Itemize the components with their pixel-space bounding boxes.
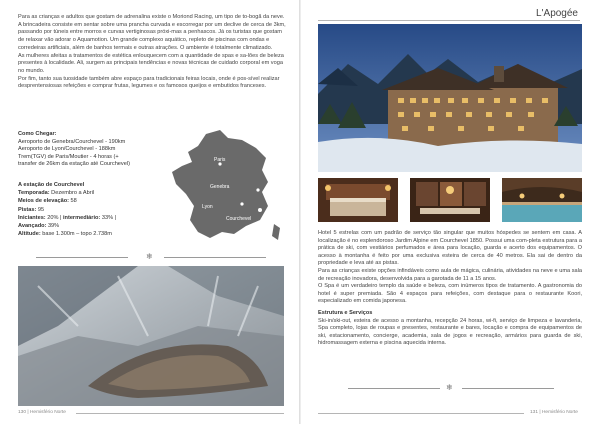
footer-section: Hemisfério Norte xyxy=(541,410,578,415)
hotel-bedroom-photo xyxy=(318,178,398,222)
intro-paragraph: Para as crianças e adultos que gostam de adrenalina existe o Moriond Racing, um tipo de to-bogã da neve. A brincadeira consiste em sentar sobre uma prancha curvada e escorregar por um declive de cerca de 3km, passando por túneis entre morros e curvas vertiginosas próxi-mas a penhascos. Já os turistas que gostam de relaxar vão adorar o Aquamotion. Um grande complexo aquático, repleto de piscinas com ondas e corredeiras artificiais, além de banhos termais e outras atrações. O ambiente é totalmente climatizado. xyxy=(18,14,286,51)
how-to-arrive-line: transfer de 26km da estação até Courchevel) xyxy=(18,161,130,168)
ski-row: Altitude: base 1.300m – topo 2.738m xyxy=(18,231,112,238)
how-to-arrive xyxy=(18,131,168,169)
ski-row: Pistas: 95 xyxy=(18,206,45,213)
map-label-courchevel: Courchevel xyxy=(226,216,252,222)
page-number: 130 xyxy=(18,410,27,415)
page-number: 131 xyxy=(530,410,539,415)
how-to-arrive-line: Trem(TGV) de Paris/Moutier - 4 horas (+ xyxy=(18,153,119,160)
divider-line xyxy=(348,388,440,389)
map-label-lyon: Lyon xyxy=(202,204,213,210)
ski-row: Iniciantes: 20% | intermediário: 33% | xyxy=(18,214,117,221)
divider-line xyxy=(164,257,266,258)
ski-row: Avançado: 39% xyxy=(18,223,60,230)
structure-heading: Estrutura e Serviços xyxy=(318,309,373,316)
pool-image xyxy=(502,178,582,222)
aerial-village-image xyxy=(18,266,284,406)
snowflake-icon: ❄ xyxy=(146,252,153,261)
hotel-dining-photo xyxy=(410,178,490,222)
footer-section: Hemisfério Norte xyxy=(29,410,66,415)
aerial-photo xyxy=(18,266,284,406)
how-to-arrive-line: Aeroporto de Genebra/Courchevel - 190km xyxy=(18,138,126,145)
structure-text: Ski-in/ski-out, esteira de acesso a montanha, recepção 24 horas, wi-fi, serviço de limpeza e lavanderia, Spa completo, lojas de roupas e presentes, restaurante e bares, locação e compra de equipamentos de ski, estacionamento, concierge, academia, sala de jogos e recreação, armários para guarda de ski, hidromassagem externa e piscina aquecida interna. xyxy=(318,317,582,347)
how-to-arrive-heading: Como Chegar: xyxy=(18,131,57,137)
corsica-shape xyxy=(272,224,280,240)
footer-line xyxy=(76,413,284,414)
intro-paragraph: Por fim, tanto sua tuosidade também abre espaço para tradicionais feiras locais, onde é pos-sível realizar desprentensiosas refeições e comprar frutas, legumes e os famosos queijos e embutidos franceses. xyxy=(18,75,280,90)
france-map-graphic xyxy=(168,128,284,246)
map-label-paris: Paris xyxy=(214,157,226,163)
hotel-description xyxy=(318,230,582,348)
ski-row: Meios de elevação: 58 xyxy=(18,198,77,205)
hotel-hero-photo xyxy=(318,24,582,172)
lyon-marker xyxy=(240,202,243,205)
header-line xyxy=(318,20,580,21)
france-map xyxy=(168,128,284,246)
divider-line xyxy=(36,257,128,258)
right-footer: 131 | Hemisfério Norte xyxy=(530,410,578,415)
hotel-title: L'Apogée xyxy=(536,8,578,19)
ski-row: Temporada: Dezembro a Abril xyxy=(18,190,95,197)
intro-text xyxy=(18,14,286,91)
hotel-pool-photo xyxy=(502,178,582,222)
divider-line xyxy=(462,388,554,389)
dining-image xyxy=(410,178,490,222)
courchevel-marker xyxy=(258,208,262,212)
ski-station-heading: A estação de Courchevel xyxy=(18,182,85,188)
ski-station-info xyxy=(18,181,168,238)
footer-line xyxy=(318,413,524,414)
hotel-paragraph: Para as crianças existe opções infindáveis como aula de mágica, culinária, atividades na neve e uma sala de recreação inovadora, desenvolvida para a garotada de 11 a 15 anos. xyxy=(318,267,582,282)
snowflake-icon: ❄ xyxy=(446,383,453,392)
intro-paragraph: As mulheres afeitas a tratamentos de estética enlouquecem com a quantidade de spas e sa-lões de beleza presentes à localidade. Ali, surgem as principais tendências e novas técnicas de cuidado corporal em voga no mundo. xyxy=(18,52,284,74)
how-to-arrive-line: Aeroporto de Lyon/Courchevel - 188km xyxy=(18,146,116,153)
genebra-marker xyxy=(256,188,259,191)
bedroom-image xyxy=(318,178,398,222)
hotel-exterior-image xyxy=(318,24,582,172)
left-footer: 130 | Hemisfério Norte xyxy=(18,410,66,415)
hotel-paragraph: Hotel 5 estrelas com um padrão de serviço tão singular que muitos hóspedes se sentem em casa. A localização é no esplendoroso Jardim Alpine em Courchevel 1850. Possui uma com-pleta estrutura para a prática de ski, com vestiários perfumados e área para locação, guarda e acerto dos equipamentos. O acesso à montanha é feito por uma exclusiva esteira de cerca de 40 metros. Ela sai de dentro da propriedade e leva até as pistas. xyxy=(318,230,582,267)
map-label-genebra: Genebra xyxy=(210,184,230,190)
hotel-paragraph: O Spa é um verdadeiro templo da saúde e beleza, com inúmeros tipos de tratamento. A gastronomia do hotel é super premiada. São 4 espaços para refeições, com destaque para o restaurante Koori, especializado em comida japonesa. xyxy=(318,283,582,305)
